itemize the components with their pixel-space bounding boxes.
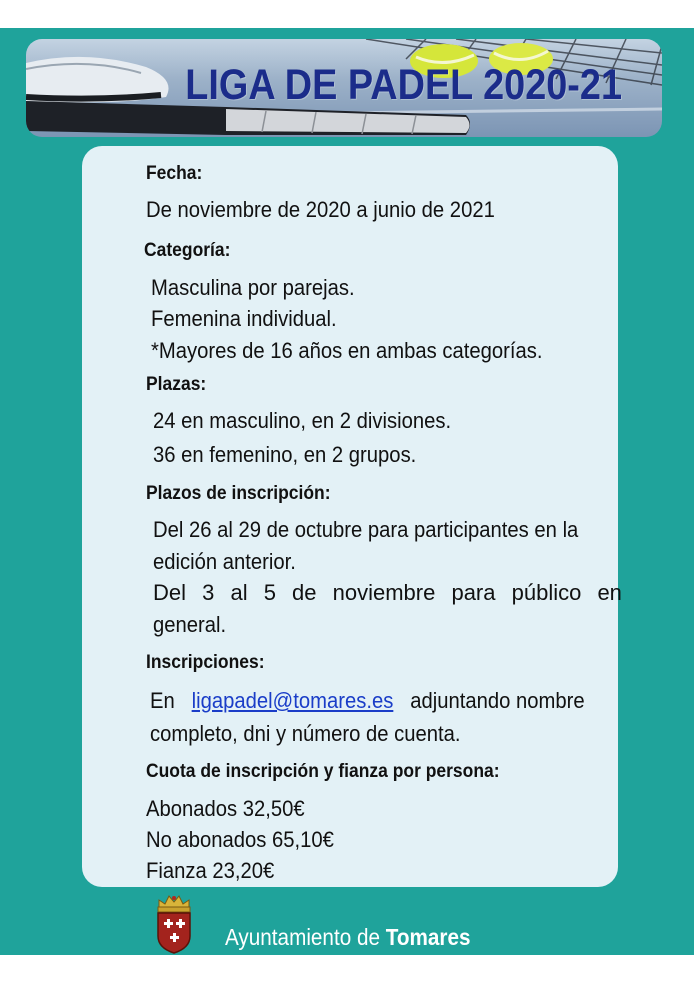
- info-card: [82, 146, 622, 887]
- inscripciones-suffix: adjuntando nombre: [410, 688, 585, 713]
- town-crest-icon: [153, 892, 195, 954]
- inscripciones-prefix: En: [150, 688, 175, 713]
- fecha-text: De noviembre de 2020 a junio de 2021: [146, 197, 495, 222]
- footer: [0, 888, 694, 955]
- inscripciones-line-2: completo, dni y número de cuenta.: [150, 721, 461, 746]
- footer-town: Tomares: [385, 924, 471, 950]
- email-link[interactable]: ligapadel@tomares.es: [191, 688, 394, 713]
- banner: [26, 39, 662, 137]
- banner-title: LIGA DE PADEL 2020-21: [185, 61, 623, 109]
- footer-prefix: Ayuntamiento de: [225, 924, 380, 950]
- plazas-line-1: 24 en masculino, en 2 divisiones.: [153, 408, 452, 433]
- categoria-line-2: Femenina individual.: [151, 306, 337, 331]
- inscripciones-line-1: [150, 688, 590, 714]
- plazos-line-1: Del 26 al 29 de octubre para participantes en la: [153, 517, 579, 542]
- plazos-line-4: general.: [153, 612, 227, 637]
- plazos-heading: Plazos de inscripción:: [146, 483, 331, 504]
- plazas-line-2: 36 en femenino, en 2 grupos.: [153, 442, 417, 467]
- plazos-line-2: edición anterior.: [153, 549, 296, 574]
- poster: [0, 28, 694, 955]
- plazas-heading: Plazas:: [146, 374, 207, 395]
- fecha-heading: Fecha:: [146, 163, 203, 184]
- cuota-line-1: Abonados 32,50€: [146, 796, 305, 821]
- categoria-line-1: Masculina por parejas.: [151, 275, 355, 300]
- cuota-line-2: No abonados 65,10€: [146, 827, 334, 852]
- categoria-line-3: *Mayores de 16 años en ambas categorías.: [151, 338, 543, 363]
- categoria-heading: Categoría:: [144, 240, 231, 261]
- plazos-line-3: Del 3 al 5 de noviembre para público en: [153, 580, 622, 605]
- inscripciones-heading: Inscripciones:: [146, 652, 265, 673]
- cuota-line-3: Fianza 23,20€: [146, 858, 275, 883]
- footer-text: [225, 924, 470, 951]
- cuota-heading: Cuota de inscripción y fianza por persona:: [146, 761, 500, 782]
